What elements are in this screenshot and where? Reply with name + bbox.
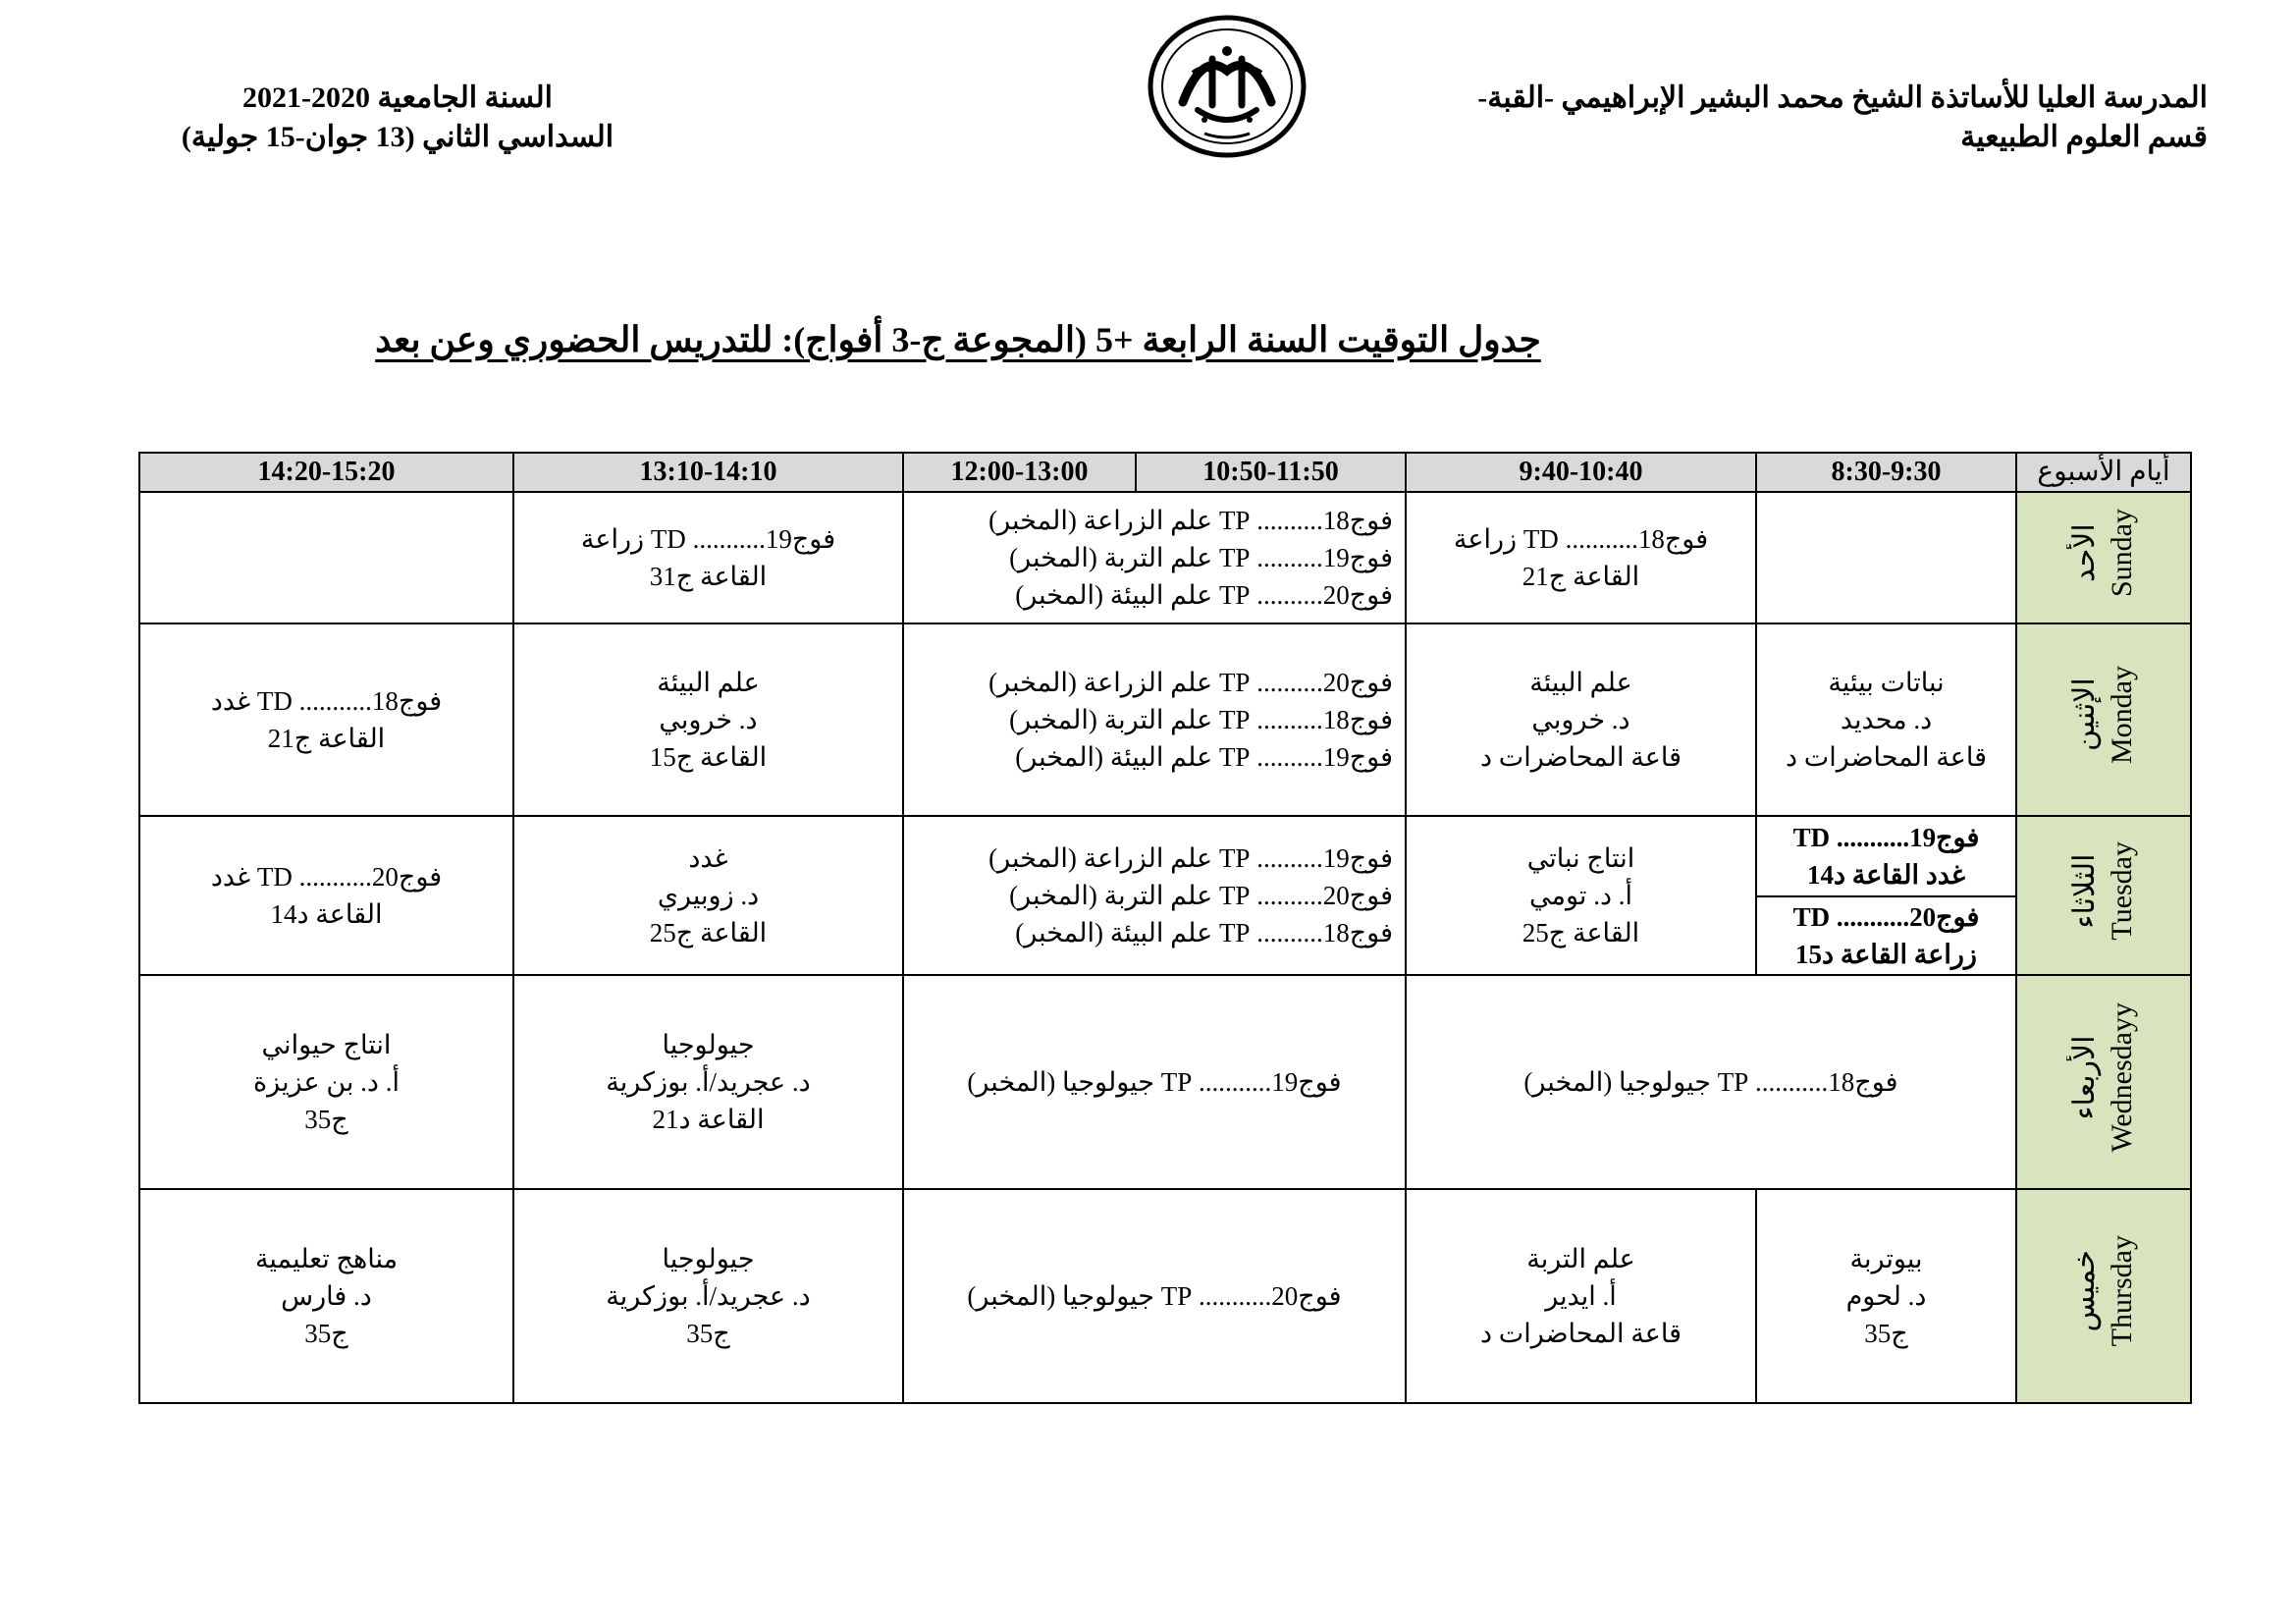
time-header-4: 12:00-13:00 — [903, 453, 1136, 492]
cell-line: القاعة ج25 — [649, 918, 768, 947]
row-thursday — [139, 1189, 2191, 1403]
cell-line: القاعة ج15 — [649, 742, 768, 772]
cell-thursday-slot1 — [1756, 1189, 2016, 1403]
cell-wednesday-slot5 — [513, 975, 903, 1189]
cell-line: فوج18.......... TP علم التربة (المخبر) — [1009, 705, 1393, 734]
day-ar: الإثنين — [2068, 677, 2101, 752]
cell-tuesday-slot1-b — [1756, 896, 2016, 975]
time-header-1: 8:30-9:30 — [1756, 453, 2016, 492]
cell-line: قاعة المحاضرات د — [1480, 742, 1682, 772]
cell-thursday-slot2 — [1406, 1189, 1756, 1403]
day-cell-thursday — [2016, 1189, 2191, 1403]
row-sunday — [139, 492, 2191, 623]
cell-line: فوج19.......... TP علم التربة (المخبر) — [1009, 543, 1393, 572]
institution-header — [1477, 79, 2208, 157]
cell-line: د. محديد — [1840, 705, 1933, 734]
cell-line: علم التربة — [1526, 1244, 1635, 1273]
day-cell-sunday — [2016, 492, 2191, 623]
cell-line: فوج20.......... TP علم البيئة (المخبر) — [1015, 580, 1393, 610]
row-monday — [139, 623, 2191, 816]
cell-monday-slot5 — [513, 623, 903, 816]
cell-line: قاعة المحاضرات د — [1786, 742, 1987, 772]
cell-sunday-slot5 — [513, 492, 903, 623]
day-ar: خميس — [2068, 1250, 2101, 1332]
cell-line: ج35 — [304, 1105, 348, 1134]
cell-line: ج35 — [304, 1319, 348, 1348]
cell-line: القاعة د21 — [652, 1105, 765, 1134]
cell-sunday-slot1 — [1756, 492, 2016, 623]
cell-line: فوج18........... TP جيولوجيا (المخبر) — [1523, 1067, 1898, 1097]
day-ar: الأربعاء — [2068, 1034, 2101, 1119]
cell-line: قاعة المحاضرات د — [1480, 1319, 1682, 1348]
cell-line: ج35 — [1864, 1319, 1908, 1348]
cell-line: فوج19........... TD زراعة — [580, 524, 836, 554]
cell-line: غدد القاعة د14 — [1806, 860, 1966, 890]
cell-monday-slot34 — [903, 623, 1406, 816]
cell-line: علم البيئة — [1529, 668, 1632, 697]
cell-line: د. خروبي — [1531, 705, 1630, 734]
cell-line: زراعة القاعة د15 — [1795, 940, 1977, 969]
cell-line: نباتات بيئية — [1828, 668, 1945, 697]
header-row — [139, 453, 2191, 492]
cell-sunday-slot34 — [903, 492, 1406, 623]
cell-line: انتاج حيواني — [261, 1030, 392, 1059]
cell-line: د. لحوم — [1845, 1281, 1927, 1311]
cell-line: فوج20........... TD غدد — [210, 862, 443, 892]
academic-header — [162, 79, 633, 157]
day-cell-tuesday — [2016, 816, 2191, 975]
department-name: قسم العلوم الطبيعية — [1960, 121, 2208, 153]
cell-line: د. عجريد/أ. بوزكرية — [606, 1067, 811, 1097]
cell-sunday-slot2 — [1406, 492, 1756, 623]
cell-line: القاعة د14 — [270, 899, 383, 929]
day-en: Monday — [2106, 666, 2138, 764]
row-tuesday — [139, 816, 2191, 896]
cell-line: القاعة ج21 — [1522, 562, 1640, 591]
cell-line: د. خروبي — [659, 705, 758, 734]
cell-line: القاعة ج21 — [267, 724, 386, 753]
cell-line: فوج19........... TP جيولوجيا (المخبر) — [967, 1067, 1342, 1097]
cell-tuesday-slot6 — [139, 816, 513, 975]
cell-thursday-slot34 — [903, 1189, 1406, 1403]
cell-line: د. زوبيري — [657, 881, 760, 910]
cell-line: فوج20........... TD — [1792, 902, 1980, 932]
day-cell-wednesday — [2016, 975, 2191, 1189]
cell-line: فوج18.......... TP علم البيئة (المخبر) — [1015, 918, 1393, 947]
cell-line: القاعة ج25 — [1522, 918, 1640, 947]
cell-line: أ. د. تومي — [1529, 881, 1632, 910]
cell-monday-slot1 — [1756, 623, 2016, 816]
cell-wednesday-slot6 — [139, 975, 513, 1189]
cell-line: فوج18.......... TP علم الزراعة (المخبر) — [988, 506, 1393, 535]
row-wednesday — [139, 975, 2191, 1189]
cell-line: علم البيئة — [657, 668, 760, 697]
cell-line: د. فارس — [281, 1281, 372, 1311]
cell-line: فوج19.......... TP علم الزراعة (المخبر) — [988, 843, 1393, 873]
cell-line: فوج19.......... TP علم البيئة (المخبر) — [1015, 742, 1393, 772]
school-name: المدرسة العليا للأساتذة الشيخ محمد البشير الإبراهيمي -القبة- — [1477, 81, 2208, 114]
cell-wednesday-slot34 — [903, 975, 1406, 1189]
day-cell-monday — [2016, 623, 2191, 816]
cell-tuesday-slot34 — [903, 816, 1406, 975]
cell-tuesday-slot2 — [1406, 816, 1756, 975]
cell-line: جيولوجيا — [662, 1244, 755, 1273]
cell-line: فوج19........... TD — [1792, 823, 1980, 852]
cell-line: فوج18........... TD غدد — [210, 686, 443, 716]
cell-sunday-slot6 — [139, 492, 513, 623]
cell-monday-slot2 — [1406, 623, 1756, 816]
cell-line: د. عجريد/أ. بوزكرية — [606, 1281, 811, 1311]
timetable — [138, 452, 2192, 1404]
cell-line: فوج18........... TD زراعة — [1453, 524, 1709, 554]
cell-line: فوج20........... TP جيولوجيا (المخبر) — [967, 1281, 1342, 1311]
school-seal-logo — [1144, 12, 1310, 161]
time-header-3: 10:50-11:50 — [1136, 453, 1406, 492]
day-en: Thursday — [2106, 1235, 2138, 1347]
cell-line: أ. ايدير — [1545, 1281, 1617, 1311]
time-header-2: 9:40-10:40 — [1406, 453, 1756, 492]
day-en: Wednesdayy — [2106, 1001, 2138, 1153]
cell-line: غدد — [688, 843, 728, 873]
day-ar: الأحد — [2068, 523, 2101, 582]
academic-year: السنة الجامعية 2020-2021 — [241, 81, 554, 114]
cell-wednesday-slot12 — [1406, 975, 2016, 1189]
schedule-title: جدول التوقيت السنة الرابعة +5 (المجوعة ج-3 أفواج): للتدريس الحضوري وعن بعد — [375, 320, 1541, 359]
cell-tuesday-slot5 — [513, 816, 903, 975]
cell-tuesday-slot1-a — [1756, 816, 2016, 896]
cell-line: فوج20.......... TP علم التربة (المخبر) — [1009, 881, 1393, 910]
cell-line: جيولوجيا — [662, 1030, 755, 1059]
cell-line: مناهج تعليمية — [254, 1244, 399, 1273]
cell-line: فوج20.......... TP علم الزراعة (المخبر) — [988, 668, 1393, 697]
cell-monday-slot6 — [139, 623, 513, 816]
cell-line: بيوتربة — [1849, 1244, 1923, 1273]
cell-line: أ. د. بن عزيزة — [253, 1067, 400, 1097]
time-header-5: 13:10-14:10 — [513, 453, 903, 492]
day-ar: الثلاثاء — [2068, 852, 2101, 929]
day-en: Tuesday — [2106, 840, 2138, 941]
cell-line: ج35 — [686, 1319, 730, 1348]
cell-thursday-slot5 — [513, 1189, 903, 1403]
semester: السداسي الثاني (13 جوان-15 جولية) — [181, 121, 614, 153]
day-column-header: أيام الأسبوع — [2016, 453, 2191, 492]
day-en: Sunday — [2106, 509, 2138, 597]
time-header-6: 14:20-15:20 — [139, 453, 513, 492]
cell-line: القاعة ج31 — [649, 562, 768, 591]
cell-line: انتاج نباتي — [1526, 843, 1635, 873]
cell-thursday-slot6 — [139, 1189, 513, 1403]
